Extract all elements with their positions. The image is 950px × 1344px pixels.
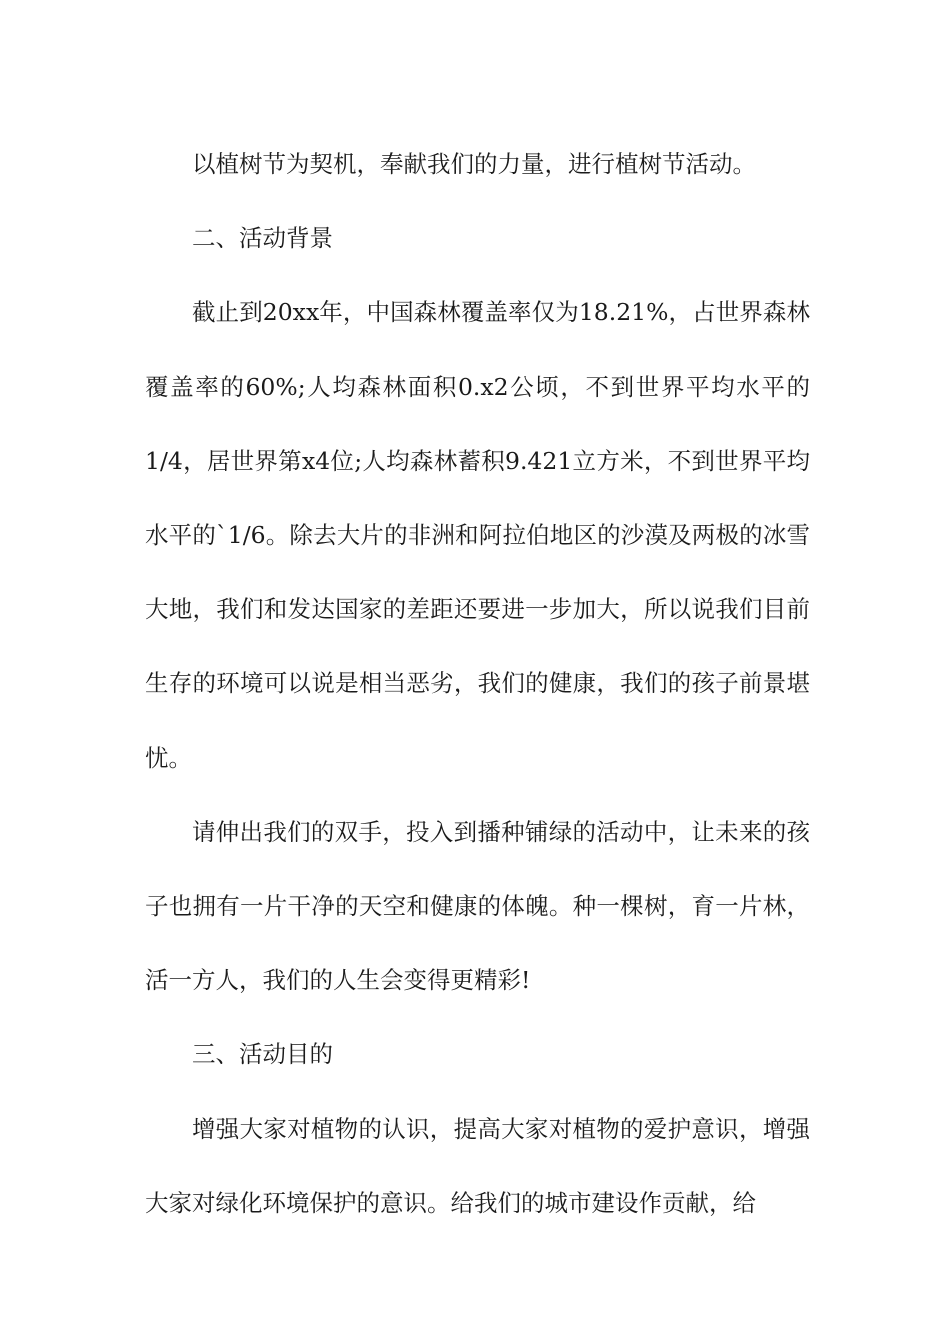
paragraph-purpose: 增强大家对植物的认识，提高大家对植物的爱护意识，增强大家对绿化环境保护的意识。给我们的城市建设作贡献，给 (145, 1114, 810, 1217)
paragraph-background-stats: 截止到20xx年，中国森林覆盖率仅为18.21%，占世界森林覆盖率的60%;人均森林面积0.x2公顷，不到世界平均水平的1/4，居世界第x4位;人均森林蓄积9.421立方米，不到世界平均水平的`1/6。除去大片的非洲和阿拉伯地区的沙漠及两极的冰雪大地，我们和发达国家的差距还要进一步加大，所以说我们目前生存的环境可以说是相当恶劣，我们的健康，我们的孩子前景堪忧。 (145, 298, 810, 772)
paragraph-intro-end: 以植树节为契机，奉献我们的力量，进行植树节活动。 (192, 150, 756, 178)
section-heading-background: 二、活动背景 (192, 224, 333, 253)
document-body (145, 127, 810, 1240)
section-heading-purpose: 三、活动目的 (192, 1040, 333, 1069)
paragraph-call-to-action: 请伸出我们的双手，投入到播种铺绿的活动中，让未来的孩子也拥有一片干净的天空和健康的体魄。种一棵树，育一片林，活一方人，我们的人生会变得更精彩! (145, 817, 810, 995)
